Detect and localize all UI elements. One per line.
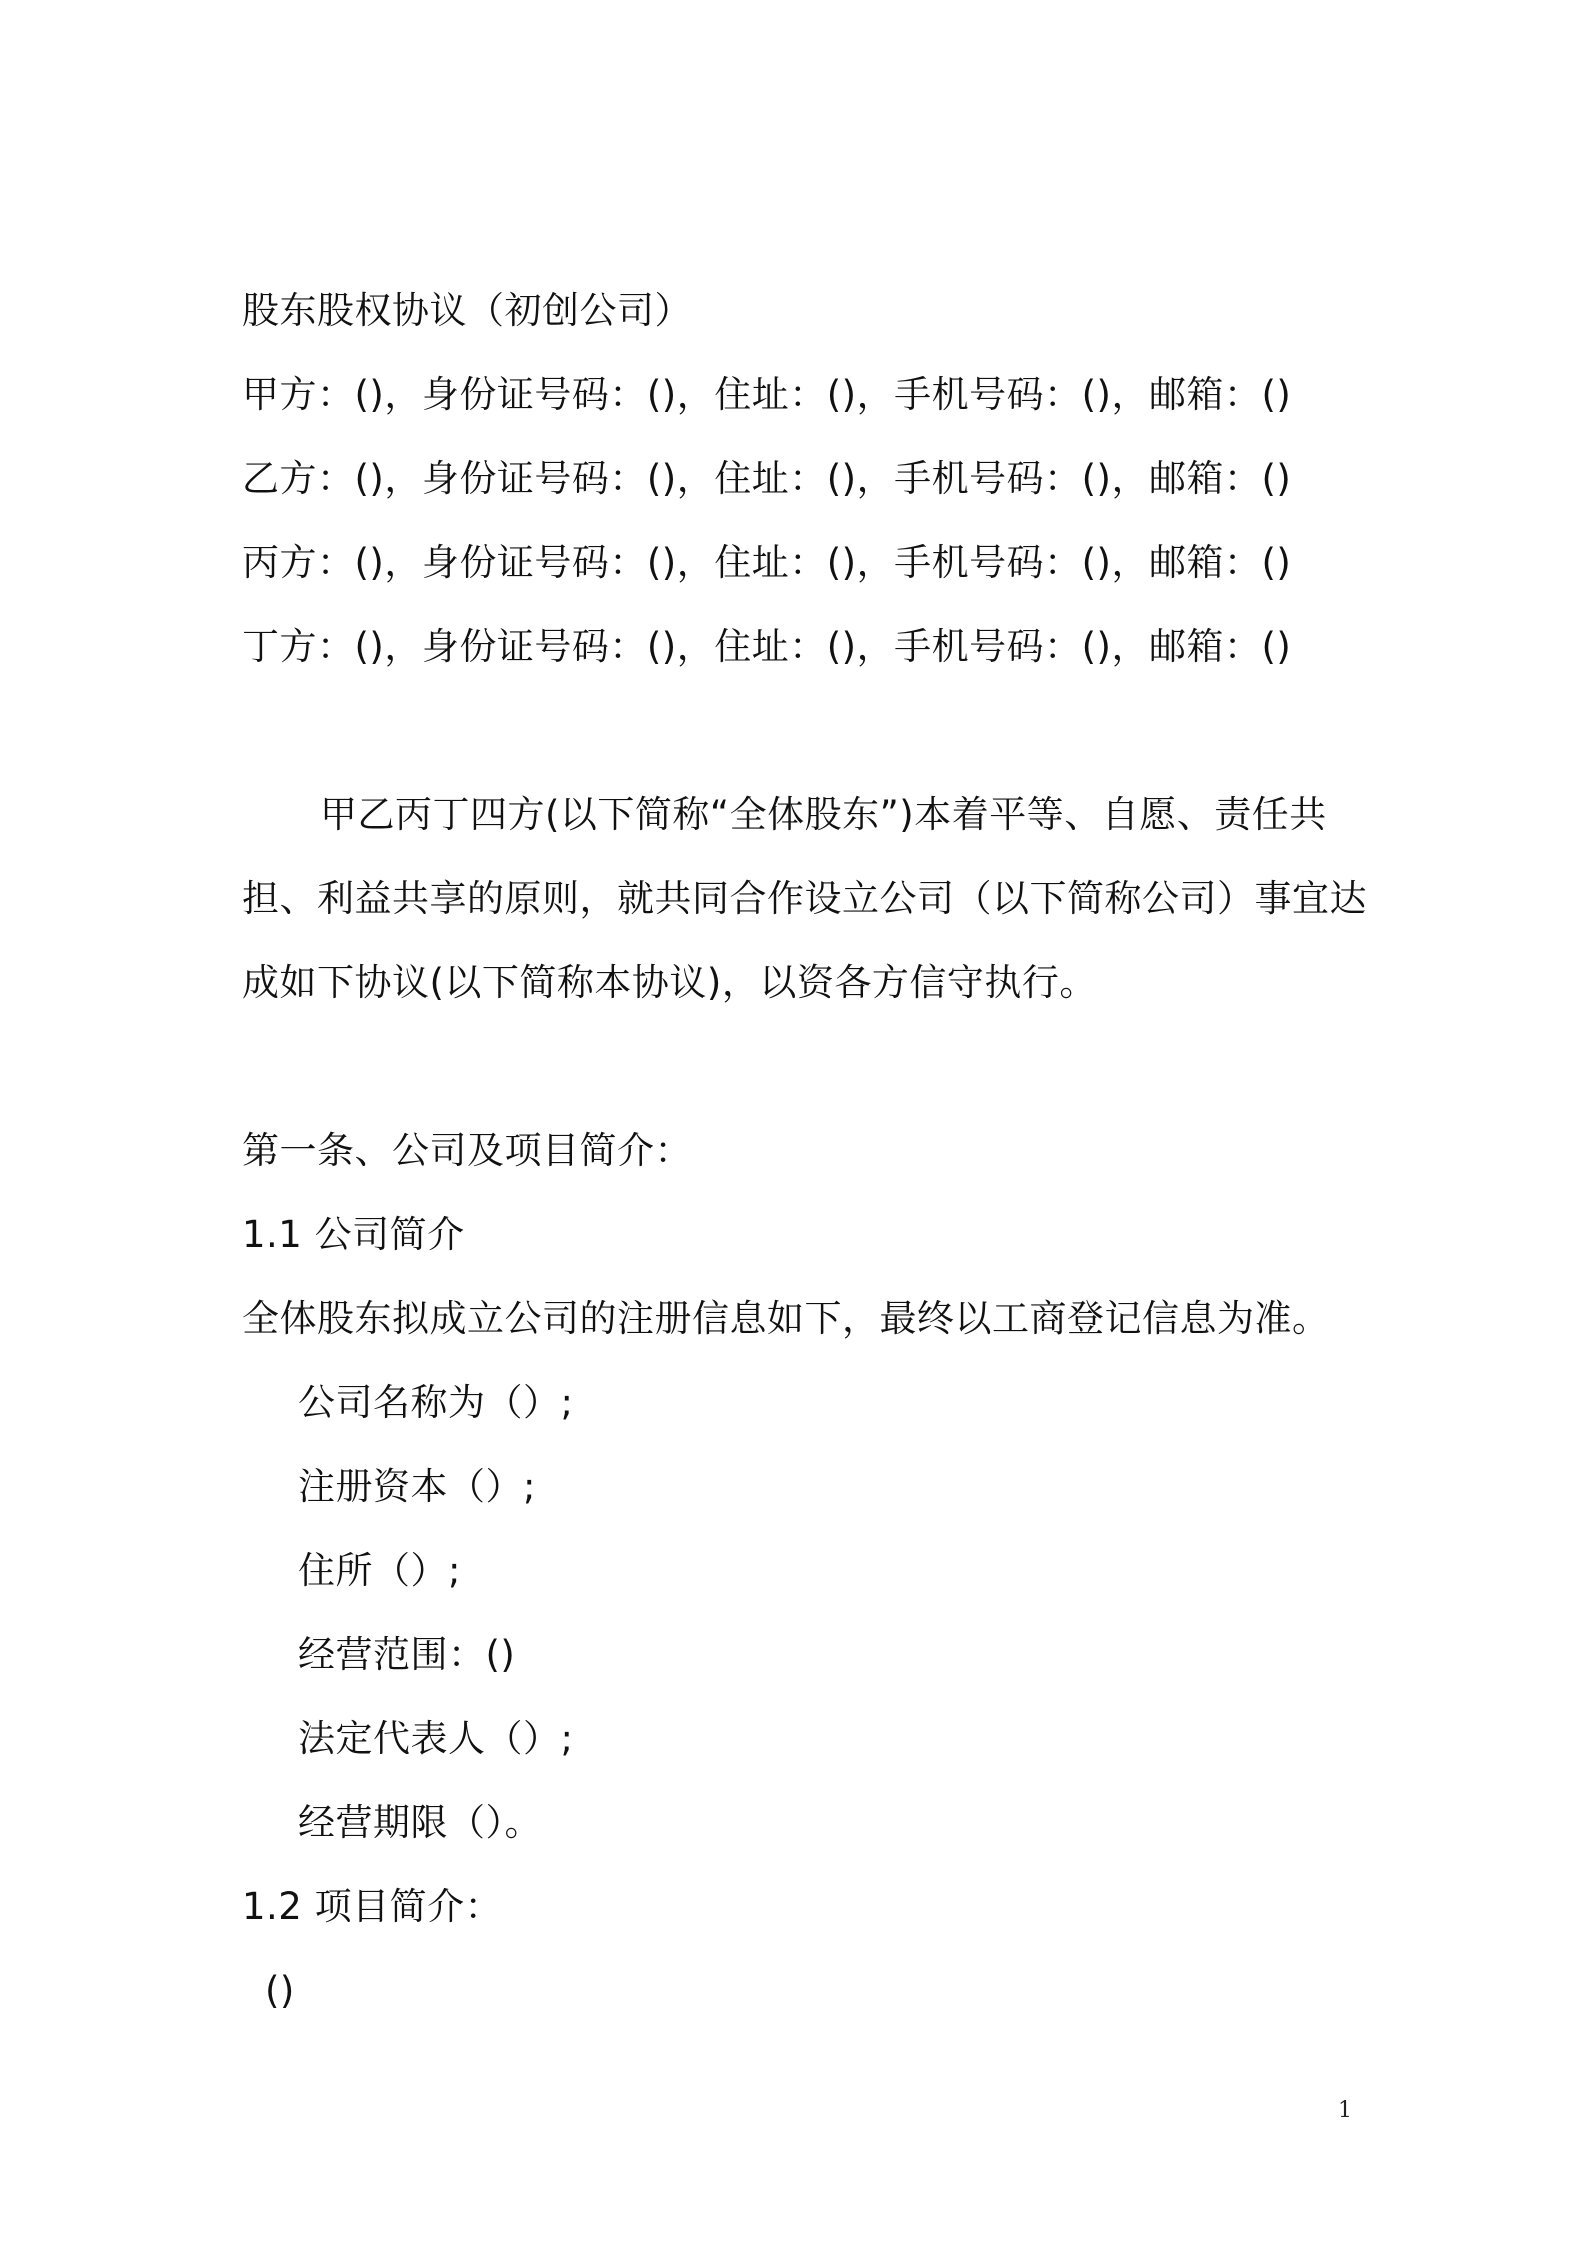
page-number: 1 [1338, 2098, 1352, 2123]
section1-1-heading: 1.1 公司简介 [242, 1213, 465, 1256]
party-bing-line: 丙方：()，身份证号码：()，住址：()，手机号码：()，邮箱：() [242, 541, 1292, 584]
registered-capital-item: 注册资本（）; [298, 1465, 536, 1508]
party-yi-line: 乙方：()，身份证号码：()，住址：()，手机号码：()，邮箱：() [242, 457, 1292, 500]
preamble-line-3: 成如下协议(以下简称本协议)，以资各方信守执行。 [242, 961, 1097, 1004]
section1-2-heading: 1.2 项目简介： [242, 1885, 503, 1928]
party-ding-line: 丁方：()，身份证号码：()，住址：()，手机号码：()，邮箱：() [242, 625, 1292, 668]
section1-1-intro: 全体股东拟成立公司的注册信息如下，最终以工商登记信息为准。 [242, 1297, 1330, 1340]
domicile-item: 住所（）; [298, 1549, 461, 1592]
business-term-item: 经营期限（）。 [298, 1801, 542, 1844]
business-scope-item: 经营范围：() [298, 1633, 516, 1676]
legal-representative-item: 法定代表人（）; [298, 1717, 574, 1760]
company-name-item: 公司名称为（）; [298, 1381, 574, 1424]
preamble-line-1: 甲乙丙丁四方(以下简称“全体股东”)本着平等、自愿、责任共 [320, 793, 1327, 836]
party-jia-line: 甲方：()，身份证号码：()，住址：()，手机号码：()，邮箱：() [242, 373, 1292, 416]
preamble-line-2: 担、利益共享的原则，就共同合作设立公司（以下简称公司）事宜达 [242, 877, 1367, 920]
article1-heading: 第一条、公司及项目简介： [242, 1129, 692, 1172]
section1-2-content: () [265, 1969, 295, 2012]
document-title: 股东股权协议（初创公司） [242, 289, 692, 332]
